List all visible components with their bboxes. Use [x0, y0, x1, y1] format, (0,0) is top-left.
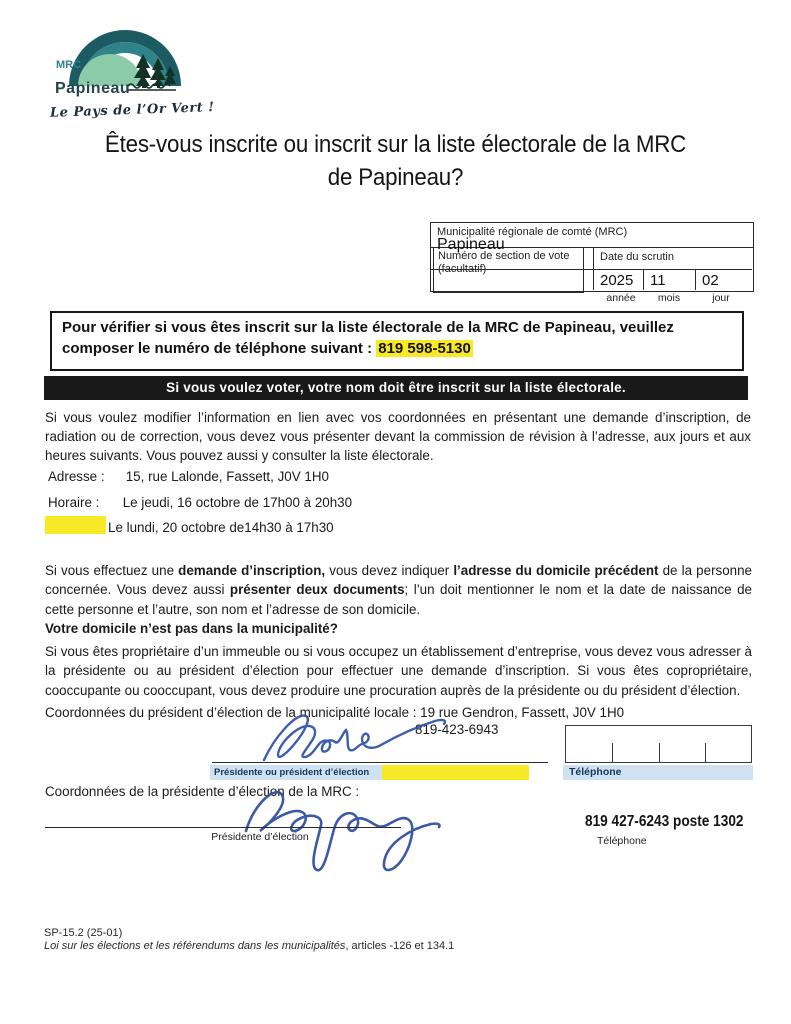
- signature-caption-2: Présidente d’élection: [211, 831, 309, 843]
- page-title: [28, 128, 764, 194]
- year-caption: année: [606, 292, 636, 304]
- date-month-value: 11: [650, 272, 666, 289]
- yellow-highlight-strip: [382, 765, 529, 780]
- form-code: SP-15.2 (25-01): [44, 927, 123, 939]
- date-col-divider-1: [643, 269, 644, 290]
- date-day-value: 02: [702, 272, 719, 289]
- date-col-divider-2: [695, 269, 696, 290]
- telephone-box-tick-2: [659, 743, 660, 762]
- telephone-caption-1: Téléphone: [563, 765, 753, 780]
- mrc-contact-line: Coordonnées de la présidente d’élection de la MRC :: [45, 784, 360, 799]
- telephone-entry-box: [565, 725, 752, 763]
- law-articles: , articles -126 et 134.1: [345, 940, 455, 952]
- local-contact-phone: 819-423-6943: [415, 722, 499, 737]
- section-label-line1: Numéro de section de vote: [438, 250, 570, 262]
- telephone-box-tick-3: [705, 743, 706, 762]
- address-line: [48, 468, 329, 487]
- local-contact-line: Coordonnées du président d’élection de la municipalité locale : 19 rue Gendron, Fassett, J0V 1H0: [45, 705, 625, 720]
- verify-notice-text: Pour vérifier si vous êtes inscrit sur la liste électorale de la MRC de Papineau, veuillez composer le numéro de téléphone suivant :: [62, 319, 674, 357]
- address-label: Adresse :: [48, 469, 105, 484]
- mrc-papineau-logo: [49, 6, 215, 121]
- telephone-box-tick-1: [612, 743, 613, 762]
- page-title-line2: de Papineau?: [327, 164, 464, 191]
- signature-mrc-president: [238, 779, 473, 879]
- page-title-line1: Êtes-vous inscrite ou inscrit sur la liste électorale de la MRC: [104, 131, 687, 158]
- schedule-yellow-highlight: [45, 516, 106, 534]
- inscription-part-0: Si vous effectuez une: [45, 563, 179, 578]
- mrc-contact-phone: 819 427-6243 poste 1302: [585, 813, 744, 830]
- mrc-value: Papineau: [437, 236, 505, 253]
- date-row-divider-strikethrough: [430, 269, 752, 270]
- day-caption: jour: [712, 292, 730, 304]
- inscription-part-3: l’adresse du domicile précédent: [453, 563, 659, 578]
- domicile-paragraph: Si vous êtes propriétaire d’un immeuble ou si vous occupez un établissement d’entreprise, vous devez vous adresser à la présidente ou au président d’élection pour effectuer une demande d’inscription. Si vous êtes copropriétaire, cooccupante ou cooccupant, vous devez produire une procuration auprès de la présidente ou du président d’élection.: [45, 644, 752, 698]
- law-title: Loi sur les élections et les référendums dans les municipalités: [44, 940, 346, 952]
- date-year-value: 2025: [600, 272, 634, 289]
- inscription-paragraph: [45, 561, 752, 619]
- inscription-part-1: demande d’inscription,: [178, 563, 326, 578]
- signature-line-2: [45, 827, 401, 828]
- month-caption: mois: [657, 292, 681, 304]
- date-label: Date du scrutin: [600, 251, 674, 263]
- logo-name-label: Papineau: [55, 80, 131, 97]
- mrc-label: Municipalité régionale de comté (MRC): [437, 226, 628, 238]
- revision-paragraph: Si vous voulez modifier l’information en lien avec vos coordonnées en présentant une demande d’inscription, de radiation ou de correction, vous devez vous présenter devant la commission de révision à l’adresse, aux jours et aux heures suivants. Vous pouvez aussi y consulter la liste électorale.: [45, 410, 751, 463]
- inscription-part-2: vous devez indiquer: [325, 563, 454, 578]
- domicile-heading: Votre domicile n’est pas dans la municipalité?: [45, 621, 338, 636]
- verify-phone-highlight: 819 598-5130: [378, 339, 471, 357]
- inscription-part-5: présenter deux documents: [229, 582, 405, 598]
- schedule-line-1: [48, 494, 352, 513]
- schedule-line-2: Le lundi, 20 octobre de14h30 à 17h30: [108, 520, 334, 535]
- logo-tagline: Le Pays de l’Or Vert !: [49, 100, 215, 121]
- signature-line-1: [212, 762, 548, 763]
- legal-reference: [44, 939, 454, 954]
- verify-notice-box: [50, 311, 744, 371]
- logo-graphic-icon: [50, 6, 200, 98]
- logo-mrc-label: MRC: [56, 59, 82, 71]
- inscription-part-6: ; l’un doit mentionner le nom et la date de naissance de cette personne et l’autre, son nom et l’adresse de son domicile.: [45, 582, 752, 617]
- address-value: 15, rue Lalonde, Fassett, J0V 1H0: [125, 469, 329, 484]
- schedule-label: Horaire :: [48, 495, 100, 510]
- section-label-line2: (facultatif): [438, 263, 487, 275]
- telephone-caption-2: Téléphone: [597, 835, 647, 847]
- inscription-part-4: de la personne concernée. Vous devez aussi: [45, 563, 753, 598]
- vote-banner: Si vous voulez voter, votre nom doit être inscrit sur la liste électorale.: [44, 376, 748, 400]
- signature-caption-1: Présidente ou président d’élection: [210, 765, 382, 780]
- schedule-value-1: Le jeudi, 16 octobre de 17h00 à 20h30: [122, 495, 353, 510]
- signature-local-president: [250, 704, 465, 766]
